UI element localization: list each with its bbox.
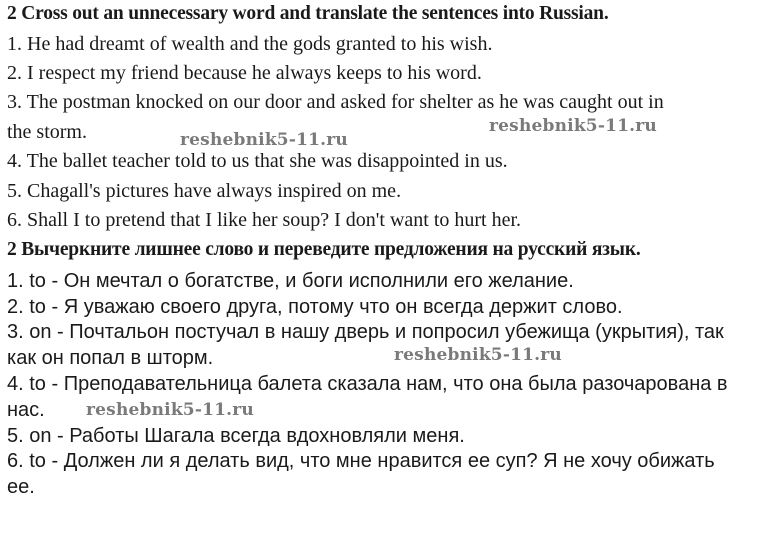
russian-answer-3-continued: как он попал в шторм. <box>7 347 214 369</box>
english-sentence-5: 5. Chagall's pictures have always inspired on me. <box>7 180 402 202</box>
russian-answer-4-continued: нас. <box>7 399 45 421</box>
watermark-2: reshebnik5-11.ru <box>489 116 657 136</box>
russian-answer-4: 4. to - Преподавательница балета сказала нам, что она была разочарована в <box>7 373 728 395</box>
russian-answer-6-continued: ее. <box>7 476 35 498</box>
russian-answer-1: 1. to - Он мечтал о богатстве, и боги исполнили его желание. <box>7 270 574 292</box>
english-sentence-2: 2. I respect my friend because he always keeps to his word. <box>7 62 482 84</box>
russian-answer-2: 2. to - Я уважаю своего друга, потому что он всегда держит слово. <box>7 296 623 318</box>
english-sentence-1: 1. He had dreamt of wealth and the gods granted to his wish. <box>7 33 493 55</box>
russian-answer-5: 5. on - Работы Шагала всегда вдохновляли меня. <box>7 425 465 447</box>
english-sentence-4: 4. The ballet teacher told to us that she was disappointed in us. <box>7 150 508 172</box>
russian-answer-3: 3. on - Почтальон постучал в нашу дверь и попросил убежища (укрытия), так <box>7 321 724 343</box>
english-sentence-3-continued: the storm. <box>7 121 87 143</box>
watermark-1: reshebnik5-11.ru <box>180 130 348 150</box>
heading-english-task: 2 Cross out an unnecessary word and translate the sentences into Russian. <box>7 3 609 24</box>
heading-russian-task: 2 Вычеркните лишнее слово и переведите предложения на русский язык. <box>7 239 641 260</box>
watermark-3: reshebnik5-11.ru <box>394 345 562 365</box>
watermark-4: reshebnik5-11.ru <box>86 400 254 420</box>
english-sentence-3: 3. The postman knocked on our door and asked for shelter as he was caught out in <box>7 91 664 113</box>
russian-answer-6: 6. to - Должен ли я делать вид, что мне нравится ее суп? Я не хочу обижать <box>7 450 715 472</box>
english-sentence-6: 6. Shall I to pretend that I like her soup? I don't want to hurt her. <box>7 209 522 231</box>
